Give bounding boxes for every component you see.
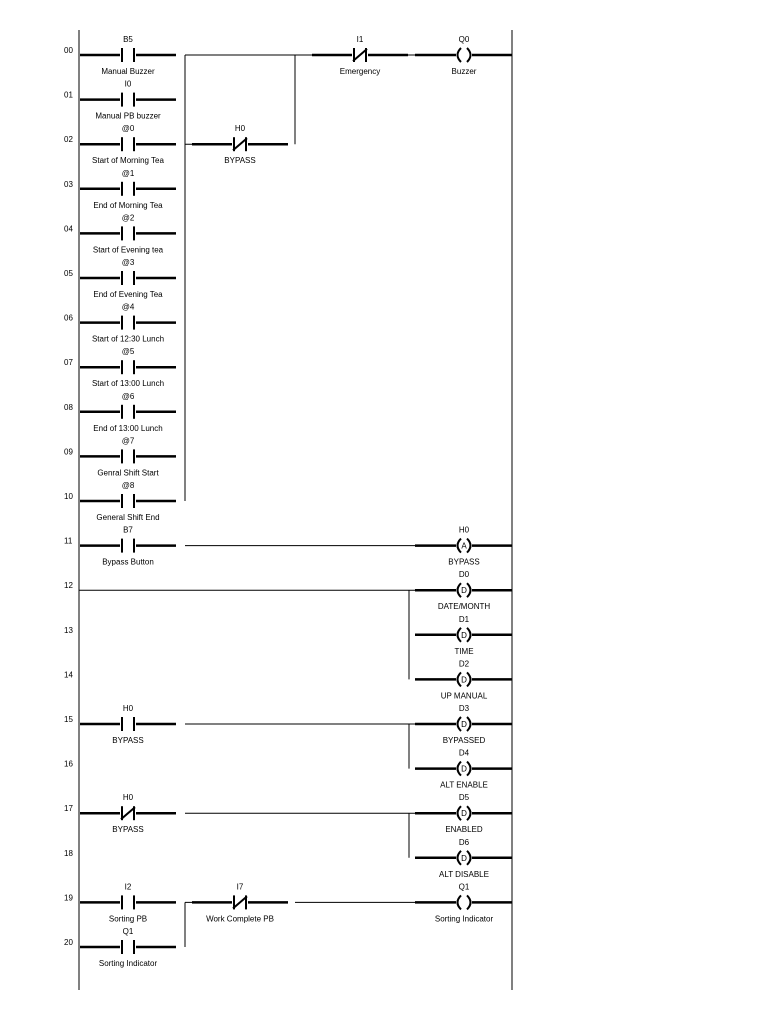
- element-address: @7: [121, 436, 135, 446]
- rung-number: 20: [64, 938, 73, 947]
- coil-arc-right: [467, 717, 471, 731]
- rung-number: 02: [64, 135, 73, 145]
- coil-arc-right: [467, 628, 471, 642]
- contact-at5: [80, 347, 176, 388]
- nc-slash: [121, 807, 135, 819]
- rung-number: 07: [64, 358, 73, 368]
- rung-number: 12: [64, 581, 73, 591]
- element-label: Sorting Indicator: [434, 914, 494, 924]
- element-address: B7: [123, 525, 133, 535]
- rung-number: 19: [64, 893, 73, 903]
- element-label: DATE/MONTH: [437, 602, 491, 612]
- element-address: H0: [234, 124, 246, 134]
- element-address: H0: [122, 704, 134, 713]
- element-label: ENABLED: [445, 825, 483, 835]
- coil-d1: [415, 615, 512, 656]
- element-label: Sorting Indicator: [98, 959, 158, 968]
- rung-numbers: [64, 46, 73, 947]
- element-address: I1: [356, 35, 364, 44]
- element-label: UP MANUAL: [440, 691, 488, 701]
- contact-at7: [80, 436, 176, 477]
- coil-arc-left: [458, 895, 462, 909]
- coil-arc-right: [467, 895, 471, 909]
- element-label: Start of 13:00 Lunch: [91, 379, 165, 389]
- element-address: H0: [122, 793, 134, 803]
- rung-number: 05: [64, 269, 73, 278]
- coil-q0: [415, 35, 512, 76]
- nc-slash: [233, 138, 247, 150]
- coil-d4: [415, 749, 512, 790]
- rung-number: 10: [64, 492, 73, 501]
- element-address: I0: [124, 79, 132, 89]
- element-label: Work Complete PB: [206, 914, 274, 924]
- element-label: BYPASS: [448, 557, 480, 567]
- contact-at0: [80, 124, 176, 165]
- coil-arc-right: [467, 851, 471, 865]
- element-address: @8: [121, 481, 135, 490]
- element-label: BYPASS: [112, 736, 144, 745]
- element-address: D4: [458, 748, 470, 758]
- element-label: BYPASS: [224, 156, 256, 166]
- contact-at2: [80, 213, 176, 254]
- element-address: @1: [121, 168, 135, 178]
- rung-number: 14: [64, 670, 73, 680]
- contact-q1: [80, 927, 176, 968]
- contact-h0: [80, 793, 176, 834]
- coil-type-letter: A: [461, 541, 467, 551]
- element-address: I7: [236, 882, 244, 892]
- rung-number: 17: [64, 804, 73, 814]
- element-label: End of Evening Tea: [93, 290, 163, 299]
- coil-type-letter: D: [461, 809, 467, 819]
- element-label: BYPASS: [112, 825, 144, 835]
- coil-type-letter: D: [461, 586, 467, 596]
- coil-arc-right: [467, 806, 471, 820]
- nc-slash: [353, 49, 367, 61]
- rung-number: 18: [64, 848, 73, 858]
- coil-type-letter: D: [461, 764, 467, 774]
- coil-arc-right: [467, 583, 471, 597]
- nc-slash: [233, 896, 247, 908]
- rung-number: 09: [64, 447, 73, 457]
- coil-h0: [415, 526, 512, 567]
- element-label: Sorting PB: [108, 914, 148, 924]
- coil-arc-right: [467, 539, 471, 553]
- contact-b7: [80, 526, 176, 567]
- contact-at1: [80, 169, 176, 210]
- contact-i2: [80, 882, 176, 923]
- element-address: D1: [458, 614, 470, 624]
- coil-d6: [415, 838, 512, 879]
- element-label: Start of Evening tea: [92, 245, 164, 255]
- contact-b5: [80, 35, 176, 76]
- element-label: General Shift End: [96, 513, 160, 522]
- contact-at4: [80, 303, 176, 344]
- element-address: @6: [121, 391, 135, 401]
- coil-type-letter: D: [461, 630, 467, 640]
- element-label: End of 13:00 Lunch: [93, 423, 163, 433]
- coil-arc-right: [467, 672, 471, 686]
- rung-number: 11: [64, 536, 73, 546]
- coil-arc-right: [467, 762, 471, 776]
- element-address: D3: [458, 704, 470, 713]
- contact-at3: [80, 258, 176, 299]
- element-label: TIME: [454, 646, 474, 656]
- coil-d3: [415, 704, 512, 745]
- element-address: D6: [458, 837, 470, 847]
- element-label: Manual Buzzer: [101, 67, 155, 76]
- coil-d2: [415, 659, 512, 700]
- element-address: @0: [121, 124, 135, 134]
- coil-type-letter: D: [461, 675, 467, 685]
- rung-number: 16: [64, 759, 73, 769]
- element-label: Bypass Button: [102, 557, 154, 567]
- contact-at8: [80, 481, 176, 522]
- element-address: Q1: [458, 882, 470, 892]
- element-address: B5: [123, 35, 133, 44]
- contact-i1: [312, 35, 408, 76]
- contact-i0: [80, 80, 176, 121]
- element-address: @5: [121, 347, 135, 357]
- element-label: Start of Morning Tea: [92, 156, 164, 166]
- element-address: I2: [124, 882, 132, 892]
- contact-h0: [80, 704, 176, 745]
- rung-number: 13: [64, 625, 73, 635]
- element-address: H0: [458, 525, 470, 535]
- contact-h0: [192, 124, 288, 165]
- element-label: Emergency: [339, 67, 381, 76]
- rung-number: 01: [64, 90, 73, 100]
- element-address: @3: [121, 258, 135, 267]
- coil-q1: [415, 882, 512, 923]
- element-label: Start of 12:30 Lunch: [91, 334, 165, 344]
- coil-type-letter: D: [461, 853, 467, 863]
- element-address: D0: [458, 570, 470, 580]
- coil-arc-left: [458, 48, 462, 62]
- rung-number: 06: [64, 313, 73, 323]
- rung-number: 08: [64, 402, 73, 412]
- element-label: BYPASSED: [442, 736, 486, 745]
- ladder-elements: [80, 35, 512, 968]
- rung-number: 00: [64, 46, 73, 55]
- coil-d0: [415, 570, 512, 611]
- rung-number: 04: [64, 224, 73, 234]
- element-label: Manual PB buzzer: [95, 111, 161, 121]
- element-address: Q0: [458, 35, 470, 44]
- element-label: End of Morning Tea: [93, 200, 163, 210]
- element-address: @4: [121, 302, 135, 312]
- element-address: D5: [458, 793, 470, 803]
- coil-arc-right: [467, 48, 471, 62]
- coil-d5: [415, 793, 512, 834]
- element-label: ALT ENABLE: [440, 780, 488, 790]
- element-address: @2: [121, 213, 135, 223]
- coil-type-letter: D: [461, 720, 467, 729]
- rung-number: 15: [64, 715, 73, 724]
- element-address: D2: [458, 659, 470, 669]
- element-label: ALT DISABLE: [439, 869, 489, 879]
- contact-at6: [80, 392, 176, 433]
- element-label: Buzzer: [451, 67, 477, 76]
- rung-number: 03: [64, 179, 73, 189]
- element-address: Q1: [122, 927, 134, 936]
- contact-i7: [192, 882, 288, 923]
- element-label: Genral Shift Start: [97, 468, 159, 478]
